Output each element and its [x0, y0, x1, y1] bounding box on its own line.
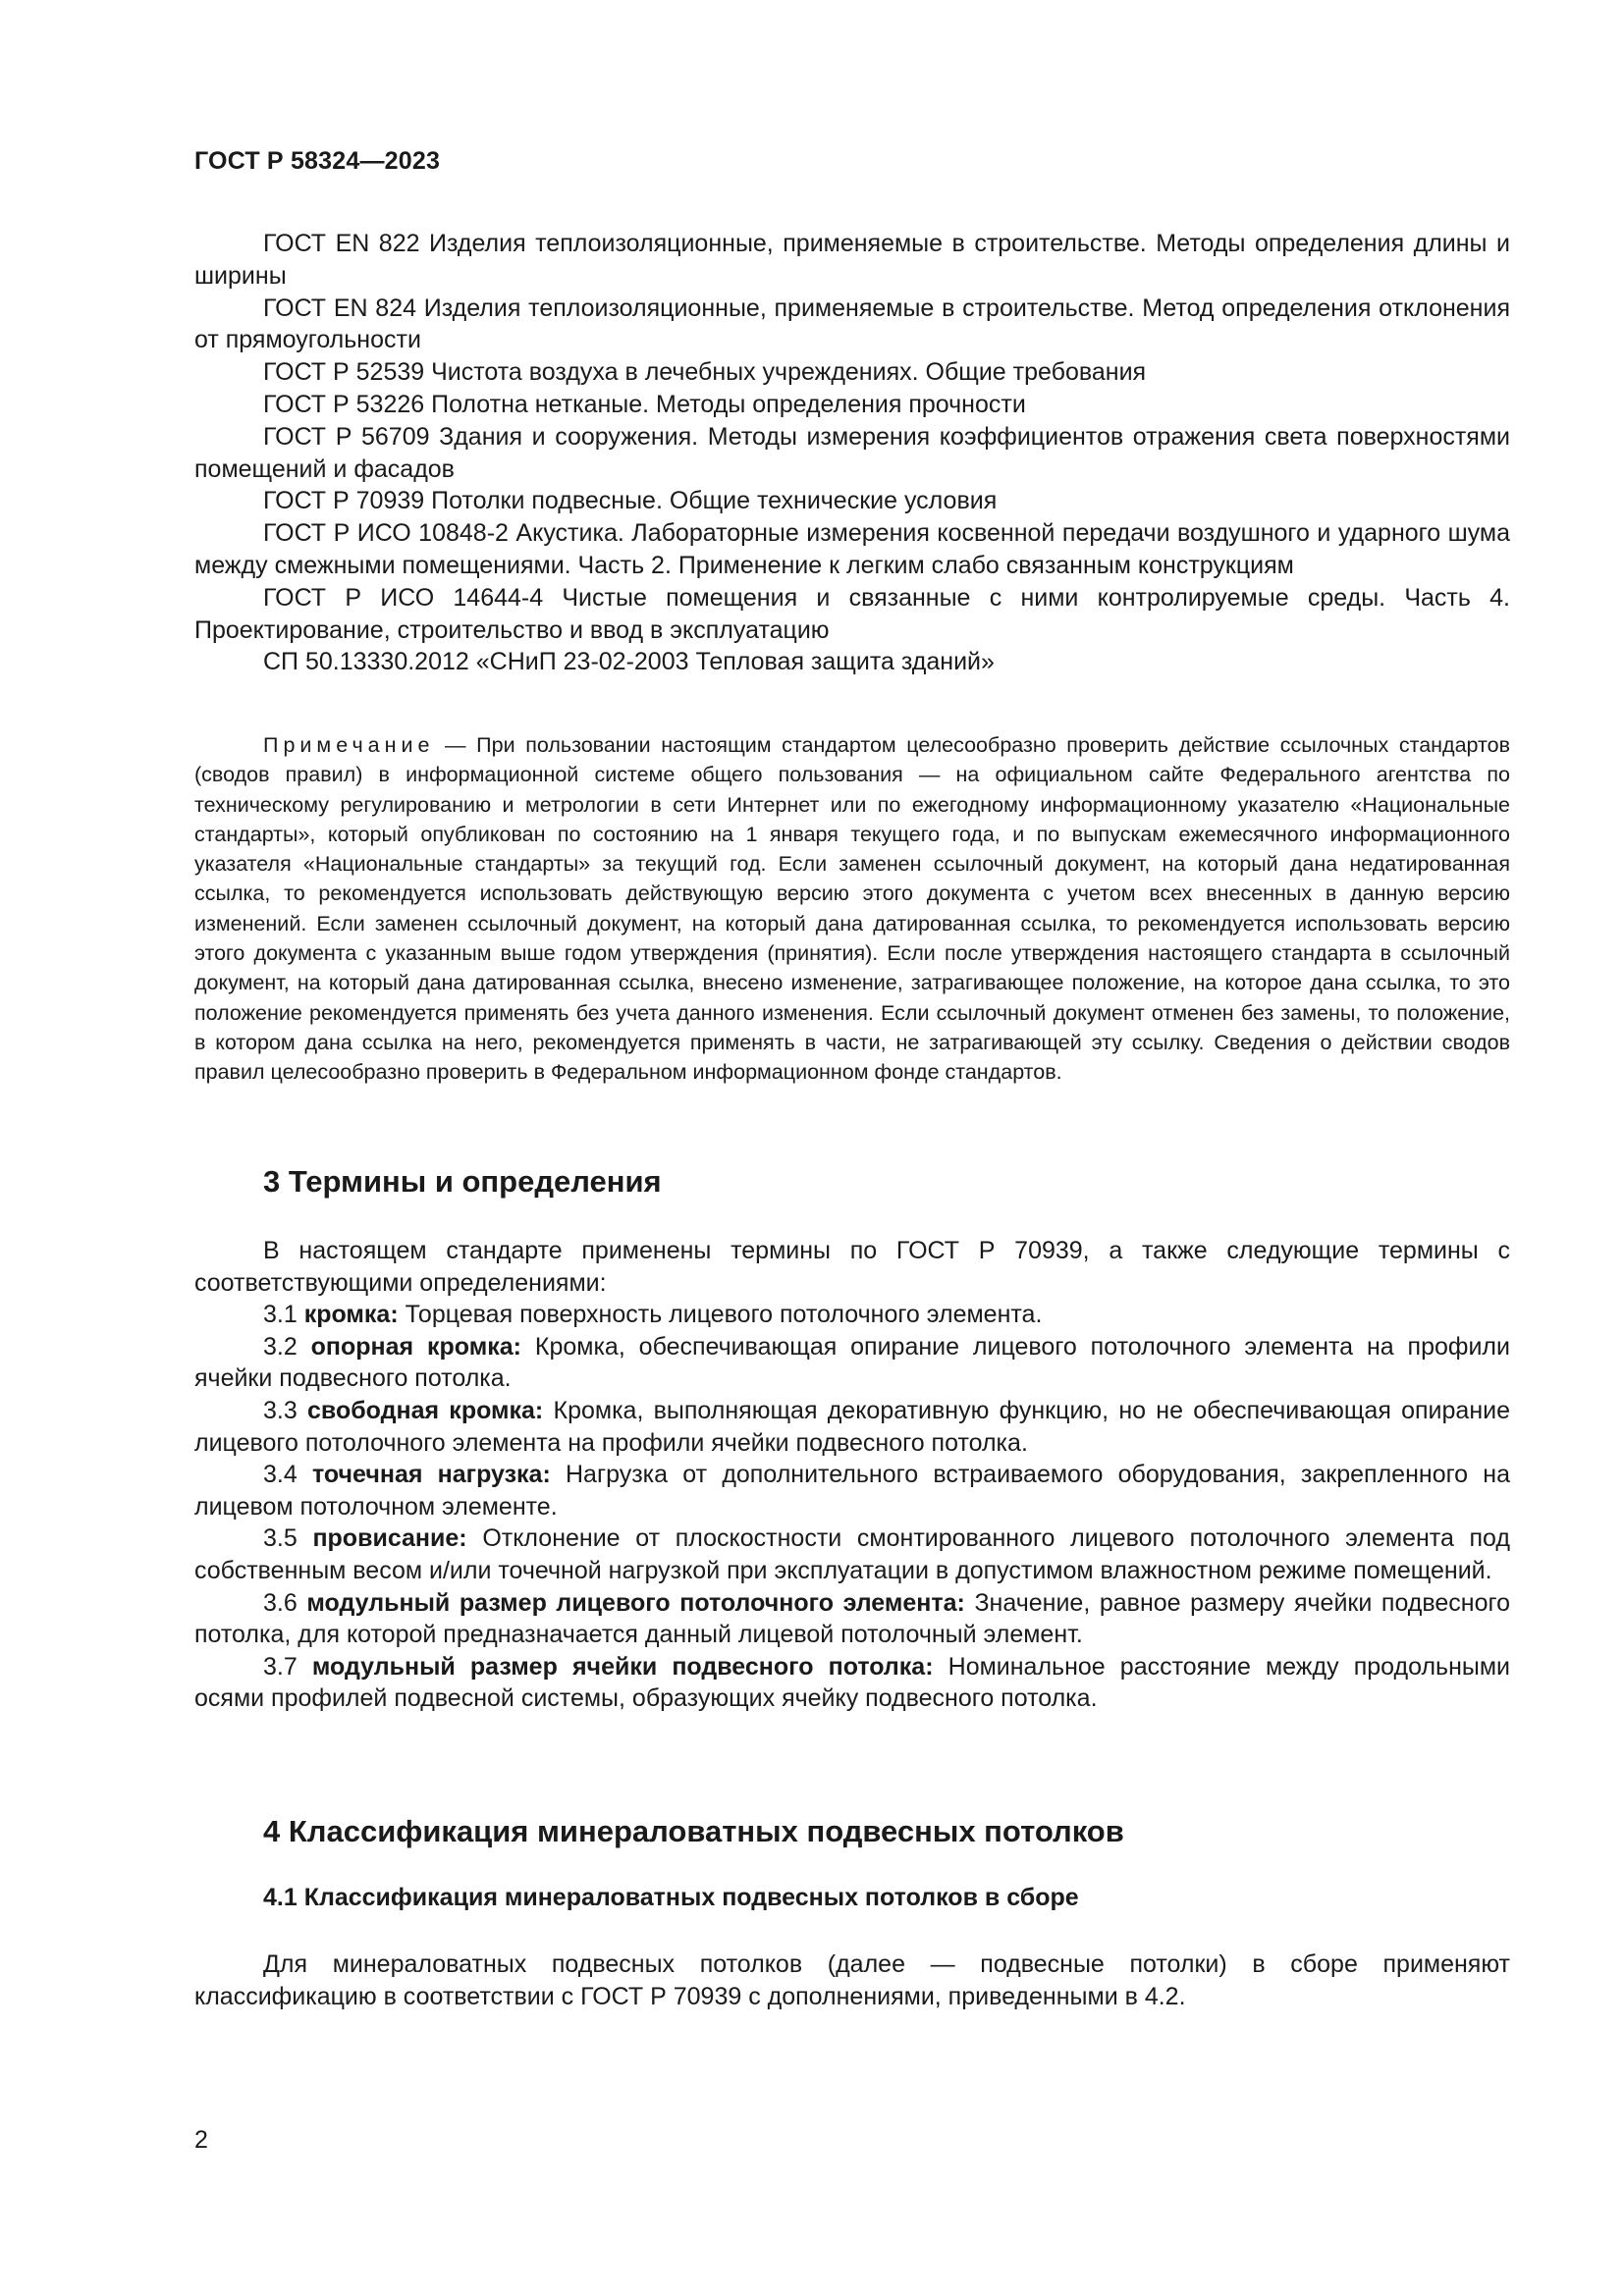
term-definition: Кромка, обеспечивающая опирание лицевого потолочного элемента на профили ячейки подвесного потолка.: [194, 1332, 1510, 1393]
term-definition: Отклонение от плоскостности смонтированного лицевого потолочного элемента под собственным весом и/или точечной нагрузкой при эксплуатации в допустимом влажностном режиме помещений.: [194, 1524, 1511, 1584]
term-entry: [194, 1651, 1510, 1715]
reference-item: ГОСТ Р ИСО 14644-4 Чистые помещения и связанные с ними контролируемые среды. Часть 4. Проектирование, строительство и ввод в эксплуатацию: [194, 583, 1510, 644]
note-label: Примечание: [263, 733, 435, 757]
section-3-body: [194, 1235, 1510, 1715]
term-number: 3.1: [263, 1301, 304, 1329]
term-entry: [194, 1587, 1510, 1651]
term-name: провисание:: [312, 1524, 467, 1553]
term-name: модульный размер лицевого потолочного элемента:: [306, 1588, 965, 1617]
term-number: 3.6: [263, 1588, 307, 1617]
term-number: 3.3: [263, 1396, 307, 1424]
term-entry: [194, 1299, 1510, 1331]
section-4-body: [194, 1949, 1510, 2012]
page-number: 2: [194, 2126, 208, 2154]
term-definition: Значение, равное размеру ячейки подвесного потолка, для которой предназначается данный лицевой потолочный элемент.: [194, 1588, 1510, 1649]
reference-item: ГОСТ Р 53226 Полотна нетканые. Методы определения прочности: [263, 390, 1026, 418]
reference-item: ГОСТ Р ИСО 10848-2 Акустика. Лабораторные измерения косвенной передачи воздушного и ударного шума между смежными помещениями. Часть 2. Применение к легким слабо связанным конструкциям: [194, 519, 1510, 579]
term-entry: [194, 1522, 1510, 1586]
term-definition: Номинальное расстояние между продольными осями профилей подвесной системы, образующих ячейку подвесного потолка.: [194, 1652, 1511, 1713]
term-definition: Кромка, выполняющая декоративную функцию, но не обеспечивающая опирание лицевого потолочного элемента на профили ячейки подвесного потолка.: [194, 1396, 1510, 1457]
term-name: кромка:: [303, 1301, 399, 1329]
term-entry: [194, 1459, 1510, 1522]
term-number: 3.2: [263, 1332, 311, 1361]
subsection-4-1-title: 4.1 Классификация минераловатных подвесных потолков в сборе: [263, 1884, 1079, 1911]
reference-item: ГОСТ EN 822 Изделия теплоизоляционные, применяемые в строительстве. Методы определения длины и ширины: [194, 230, 1510, 290]
term-name: модульный размер ячейки подвесного потолка:: [311, 1652, 934, 1681]
reference-item: СП 50.13330.2012 «СНиП 23-02-2003 Тепловая защита зданий»: [263, 648, 995, 676]
normative-references-list: [194, 228, 1510, 678]
term-definition: Торцевая поверхность лицевого потолочного элемента.: [398, 1301, 1043, 1329]
term-name: свободная кромка:: [307, 1396, 544, 1424]
section-4-paragraph: Для минераловатных подвесных потолков (далее — подвесные потолки) в сборе применяют классификацию в соответствии с ГОСТ Р 70939 с дополнениями, приведенными в 4.2.: [194, 1950, 1510, 2010]
term-number: 3.7: [263, 1652, 312, 1681]
reference-item: ГОСТ Р 56709 Здания и сооружения. Методы измерения коэффициентов отражения света поверхностями помещений и фасадов: [194, 422, 1510, 483]
reference-item: ГОСТ Р 52539 Чистота воздуха в лечебных учреждениях. Общие требования: [263, 358, 1147, 387]
term-entry: [194, 1331, 1510, 1395]
reference-item: ГОСТ EN 824 Изделия теплоизоляционные, применяемые в строительстве. Метод определения отклонения от прямоугольности: [194, 294, 1510, 354]
term-entry: [194, 1395, 1510, 1459]
term-definition: Нагрузка от дополнительного встраиваемого оборудования, закрепленного на лицевом потолочном элементе.: [194, 1461, 1511, 1521]
term-number: 3.4: [263, 1461, 312, 1489]
document-header-code: ГОСТ Р 58324—2023: [194, 147, 441, 175]
section-4-title: 4 Классификация минераловатных подвесных потолков: [263, 1814, 1124, 1848]
section-3-intro: В настоящем стандарте применены термины по ГОСТ Р 70939, а также следующие термины с соответствующими определениями:: [194, 1237, 1510, 1297]
note-paragraph: [194, 730, 1510, 1088]
note-text: — При пользовании настоящим стандартом целесообразно проверить действие ссылочных стандартов (сводов правил) в информационной системе общего пользования — на официальном сайте Федерального агентства по техническому регулированию и метрологии в сети Интернет или по ежегодному информационному указателю «Национальные стандарты», который опубликован по состоянию на 1 января текущего года, и по выпускам ежемесячного информационного указателя «Национальные стандарты» за текущий год. Если заменен ссылочный документ, на который дана недатированная ссылка, то рекомендуется использовать действующую версию этого документа с учетом всех внесенных в данную версию изменений. Если заменен ссылочный документ, на который дана датированная ссылка, то рекомендуется использовать версию этого документа с указанным выше годом утверждения (принятия). Если после утверждения настоящего стандарта в ссылочный документ, на который дана датированная ссылка, внесено изменение, затрагивающее положение, на которое дана ссылка, то это положение рекомендуется применять без учета данного изменения. Если ссылочный документ отменен без замены, то положение, в котором дана ссылка на него, рекомендуется применять в части, не затрагивающей эту ссылку. Сведения о действии сводов правил целесообразно проверить в Федеральном информационном фонде стандартов.: [194, 733, 1510, 1085]
term-name: точечная нагрузка:: [311, 1461, 551, 1489]
reference-item: ГОСТ Р 70939 Потолки подвесные. Общие технические условия: [263, 487, 998, 515]
term-number: 3.5: [263, 1524, 313, 1553]
term-name: опорная кромка:: [310, 1332, 521, 1361]
section-3-title: 3 Термины и определения: [263, 1164, 662, 1199]
